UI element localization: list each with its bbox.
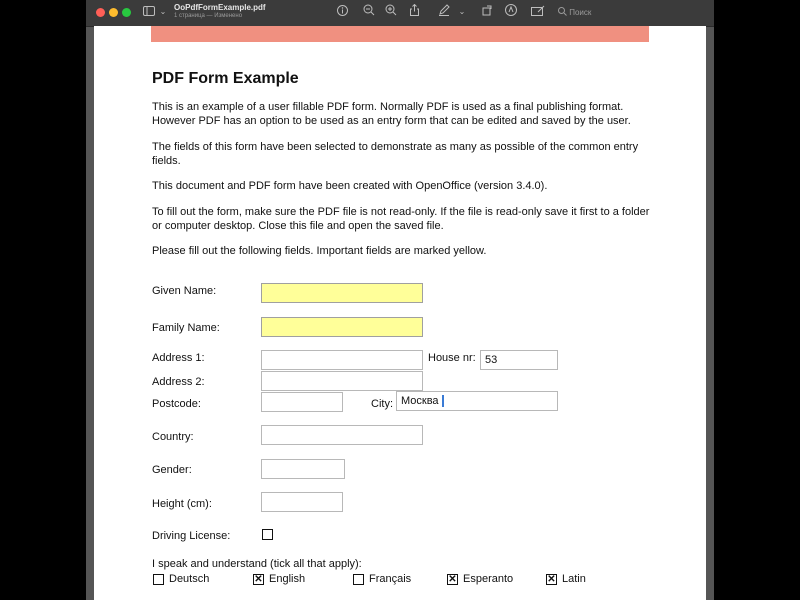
given-name-field[interactable] [261,283,423,303]
search-field[interactable] [558,6,708,20]
house-nr-label: House nr: [428,352,476,364]
postcode-label: Postcode: [152,398,201,410]
city-label: City: [371,398,393,410]
sidebar-toggle-icon[interactable] [142,4,156,20]
search-placeholder: Поиск [569,8,592,17]
highlight-icon[interactable] [504,4,518,20]
driving-license-checkbox[interactable] [262,529,273,540]
lang-esperanto-checkbox[interactable]: ✕ [448,574,457,585]
lang-francais-checkbox[interactable] [353,574,364,585]
gender-label: Gender: [152,464,192,476]
country-label: Country: [152,431,194,443]
lang-deutsch-label: Deutsch [169,573,210,585]
close-window-button[interactable] [96,8,105,17]
share-icon[interactable] [407,4,421,20]
zoom-in-icon[interactable] [384,4,398,20]
zoom-window-button[interactable] [122,8,131,17]
fill-paragraph: Please fill out the following fields. Important fields are marked yellow. [152,245,487,257]
chevron-down-icon[interactable]: ⌄ [458,7,466,16]
zoom-out-icon[interactable] [362,4,376,20]
header-banner [151,26,649,42]
document-title: OoPdfFormExample.pdf [174,3,266,12]
driving-license-label: Driving License: [152,530,231,542]
form-fill-icon[interactable] [531,4,545,20]
city-value: Москва [401,395,439,407]
country-field[interactable] [261,425,423,445]
pdf-page [94,26,706,600]
intro-paragraph: This is an example of a user fillable PDF form. Normally PDF is used as a final publishing format. However PDF has an option to be used as an entry form that can be edited and saved by the user. [152,101,631,127]
city-field[interactable] [396,391,558,411]
minimize-window-button[interactable] [109,8,118,17]
height-label: Height (cm): [152,498,212,510]
address1-field[interactable] [261,350,423,370]
family-name-field[interactable] [261,317,423,337]
family-name-label: Family Name: [152,322,220,334]
gender-field[interactable] [261,459,345,479]
lang-english-checkbox[interactable]: ✕ [254,574,263,585]
house-nr-field[interactable]: 53 [480,350,558,370]
lang-esperanto-label: Esperanto [463,573,514,585]
lang-english-label: English [269,573,306,585]
document-subtitle: 1 страница — Изменено [174,13,243,19]
postcode-field[interactable] [261,392,343,412]
page-title: PDF Form Example [152,70,299,87]
toolbar [86,0,714,27]
search-icon [558,8,569,17]
given-name-label: Given Name: [152,285,217,297]
markup-pen-icon[interactable] [437,4,451,20]
chevron-down-icon[interactable]: ⌄ [159,7,167,16]
lang-francais-label: Français [369,573,412,585]
openoffice-paragraph: This document and PDF form have been created with OpenOffice (version 3.4.0). [152,180,548,192]
height-field[interactable] [261,492,343,512]
rotate-icon[interactable] [480,4,494,20]
lang-latin-checkbox[interactable]: ✕ [547,574,556,585]
address2-label: Address 2: [152,376,205,388]
text-cursor [442,395,444,407]
lang-latin-label: Latin [562,573,586,585]
lang-deutsch-checkbox[interactable] [153,574,164,585]
instructions-paragraph: To fill out the form, make sure the PDF file is not read-only. If the file is read-only save it first to a folder or computer desktop. Close this file and open the saved file. [152,206,650,232]
address1-label: Address 1: [152,352,205,364]
preview-window [86,0,714,600]
info-icon[interactable] [335,4,349,20]
languages-label: I speak and understand (tick all that apply): [152,558,362,570]
fields-paragraph: The fields of this form have been selected to demonstrate as many as possible of the common entry fields. [152,141,639,167]
address2-field[interactable] [261,371,423,391]
